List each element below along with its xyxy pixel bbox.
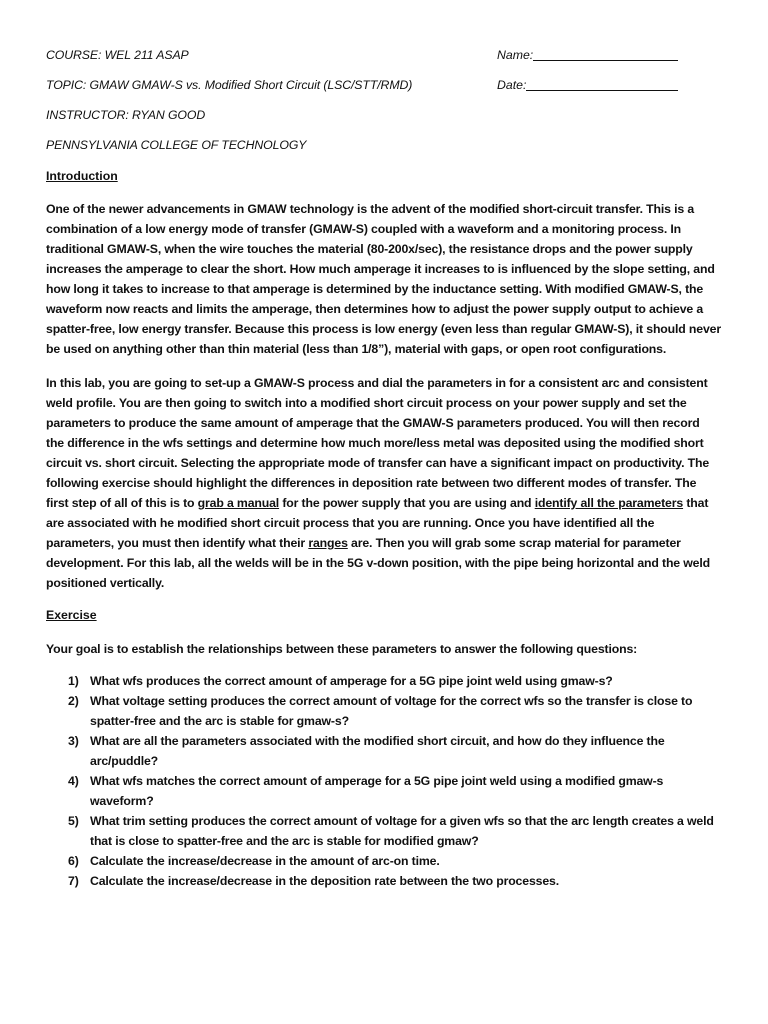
identify-parameters-underlined: identify all the parameters — [534, 496, 684, 510]
grab-manual-underlined: grab a manual — [197, 496, 280, 510]
introduction-heading: Introduction — [46, 169, 118, 183]
question-number: 3) — [68, 734, 79, 748]
question-text: What are all the parameters associated with the modified short circuit, and how do they influence the — [90, 734, 665, 748]
question-item — [46, 871, 726, 891]
topic-line: TOPIC: GMAW GMAW-S vs. Modified Short Circuit (LSC/STT/RMD) — [46, 78, 413, 92]
paragraph-line: following exercise should highlight the differences in deposition rate between two different modes of transfer. The — [46, 476, 697, 490]
paragraph-line — [46, 493, 722, 513]
paragraph-line: development. For this lab, all the welds will be in the 5G v-down position, with the pipe being horizontal and the weld — [46, 556, 710, 570]
date-field — [497, 78, 678, 92]
paragraph-line: One of the newer advancements in GMAW technology is the advent of the modified short-circuit transfer. This is a — [46, 202, 695, 216]
paragraph-line: Your goal is to establish the relationships between these parameters to answer the following questions: — [46, 642, 638, 656]
name-label: Name: — [497, 48, 534, 62]
paragraph-line: be used on anything other than thin material (less than 1/8”), material with gaps, or open root configurations. — [46, 342, 667, 356]
text-run: parameters, you must then identify what their — [46, 536, 309, 550]
paragraph-line: are associated with he modified short circuit process that you are running. Once you have identified all the — [46, 516, 655, 530]
paragraph-line: weld profile. You are then going to switch into a modified short circuit process on your power supply and set the — [46, 396, 687, 410]
text-run: first step of all of this is to — [46, 496, 198, 510]
instructor-line: INSTRUCTOR: RYAN GOOD — [46, 108, 206, 122]
exercise-intro — [46, 639, 722, 659]
question-text: Calculate the increase/decrease in the deposition rate between the two processes. — [90, 874, 559, 888]
paragraph-line: waveform now reacts and limits the amperage, then determines how to adjust the power supply output to achieve a — [46, 302, 704, 316]
question-text: waveform? — [90, 794, 154, 808]
question-item — [46, 691, 726, 731]
question-text: What wfs produces the correct amount of amperage for a 5G pipe joint weld using gmaw-s? — [90, 674, 613, 688]
question-item — [46, 811, 726, 851]
name-blank-line — [533, 60, 678, 61]
question-number: 2) — [68, 694, 79, 708]
paragraph-line: traditional GMAW-S, when the wire touches the material (80-200x/sec), the resistance drops and the power supply — [46, 242, 693, 256]
question-number: 6) — [68, 854, 79, 868]
question-item — [46, 731, 726, 771]
question-text: that is close to spatter-free and the arc is stable for modified gmaw? — [90, 834, 479, 848]
question-number: 5) — [68, 814, 79, 828]
date-blank-line — [526, 90, 678, 91]
paragraph-line: increases the amperage to clear the short. How much amperage it increases to is influenced by the slope setting, and — [46, 262, 715, 276]
introduction-paragraph-1 — [46, 199, 722, 359]
question-item — [46, 671, 726, 691]
paragraph-line: positioned vertically. — [46, 576, 165, 590]
paragraph-line: how long it takes to increase to that amperage is determined by the inductance setting. With modified GMAW-S, the — [46, 282, 704, 296]
ranges-underlined: ranges — [308, 536, 348, 550]
course-line: COURSE: WEL 211 ASAP — [46, 48, 189, 62]
question-text: What voltage setting produces the correct amount of voltage for the correct wfs so the transfer is close to — [90, 694, 693, 708]
paragraph-line: In this lab, you are going to set-up a GMAW-S process and dial the parameters in for a consistent arc and consistent — [46, 376, 708, 390]
paragraph-line: spatter-free, low energy transfer. Because this process is low energy (even less than regular GMAW-S), it should never — [46, 322, 721, 336]
question-number: 1) — [68, 674, 79, 688]
paragraph-line: combination of a low energy mode of transfer (GMAW-S) coupled with a waveform and a monitoring process. In — [46, 222, 681, 236]
question-number: 7) — [68, 874, 79, 888]
question-number: 4) — [68, 774, 79, 788]
introduction-paragraph-2 — [46, 373, 722, 593]
question-text: What trim setting produces the correct amount of voltage for a given wfs so that the arc length creates a weld — [90, 814, 714, 828]
question-item — [46, 771, 726, 811]
name-field — [497, 48, 678, 62]
text-run: are. Then you will grab some scrap material for parameter — [347, 536, 681, 550]
question-text: arc/puddle? — [90, 754, 159, 768]
question-text: What wfs matches the correct amount of amperage for a 5G pipe joint weld using a modified gmaw-s — [90, 774, 664, 788]
college-line: PENNSYLVANIA COLLEGE OF TECHNOLOGY — [46, 138, 307, 152]
question-text: spatter-free and the arc is stable for gmaw-s? — [90, 714, 349, 728]
text-run: for the power supply that you are using and — [279, 496, 535, 510]
question-item — [46, 851, 726, 871]
text-run: that — [683, 496, 709, 510]
question-list — [46, 671, 726, 891]
question-text: Calculate the increase/decrease in the amount of arc-on time. — [90, 854, 440, 868]
date-label: Date: — [497, 78, 527, 92]
paragraph-line — [46, 533, 722, 553]
paragraph-line: circuit vs. short circuit. Selecting the appropriate mode of transfer can have a significant impact on productivity. The — [46, 456, 710, 470]
paragraph-line: the difference in the wfs settings and determine how much more/less metal was deposited using the modified short — [46, 436, 704, 450]
paragraph-line: parameters to produce the same amount of amperage that the GMAW-S parameters produced. You will then record — [46, 416, 700, 430]
exercise-heading: Exercise — [46, 608, 97, 622]
